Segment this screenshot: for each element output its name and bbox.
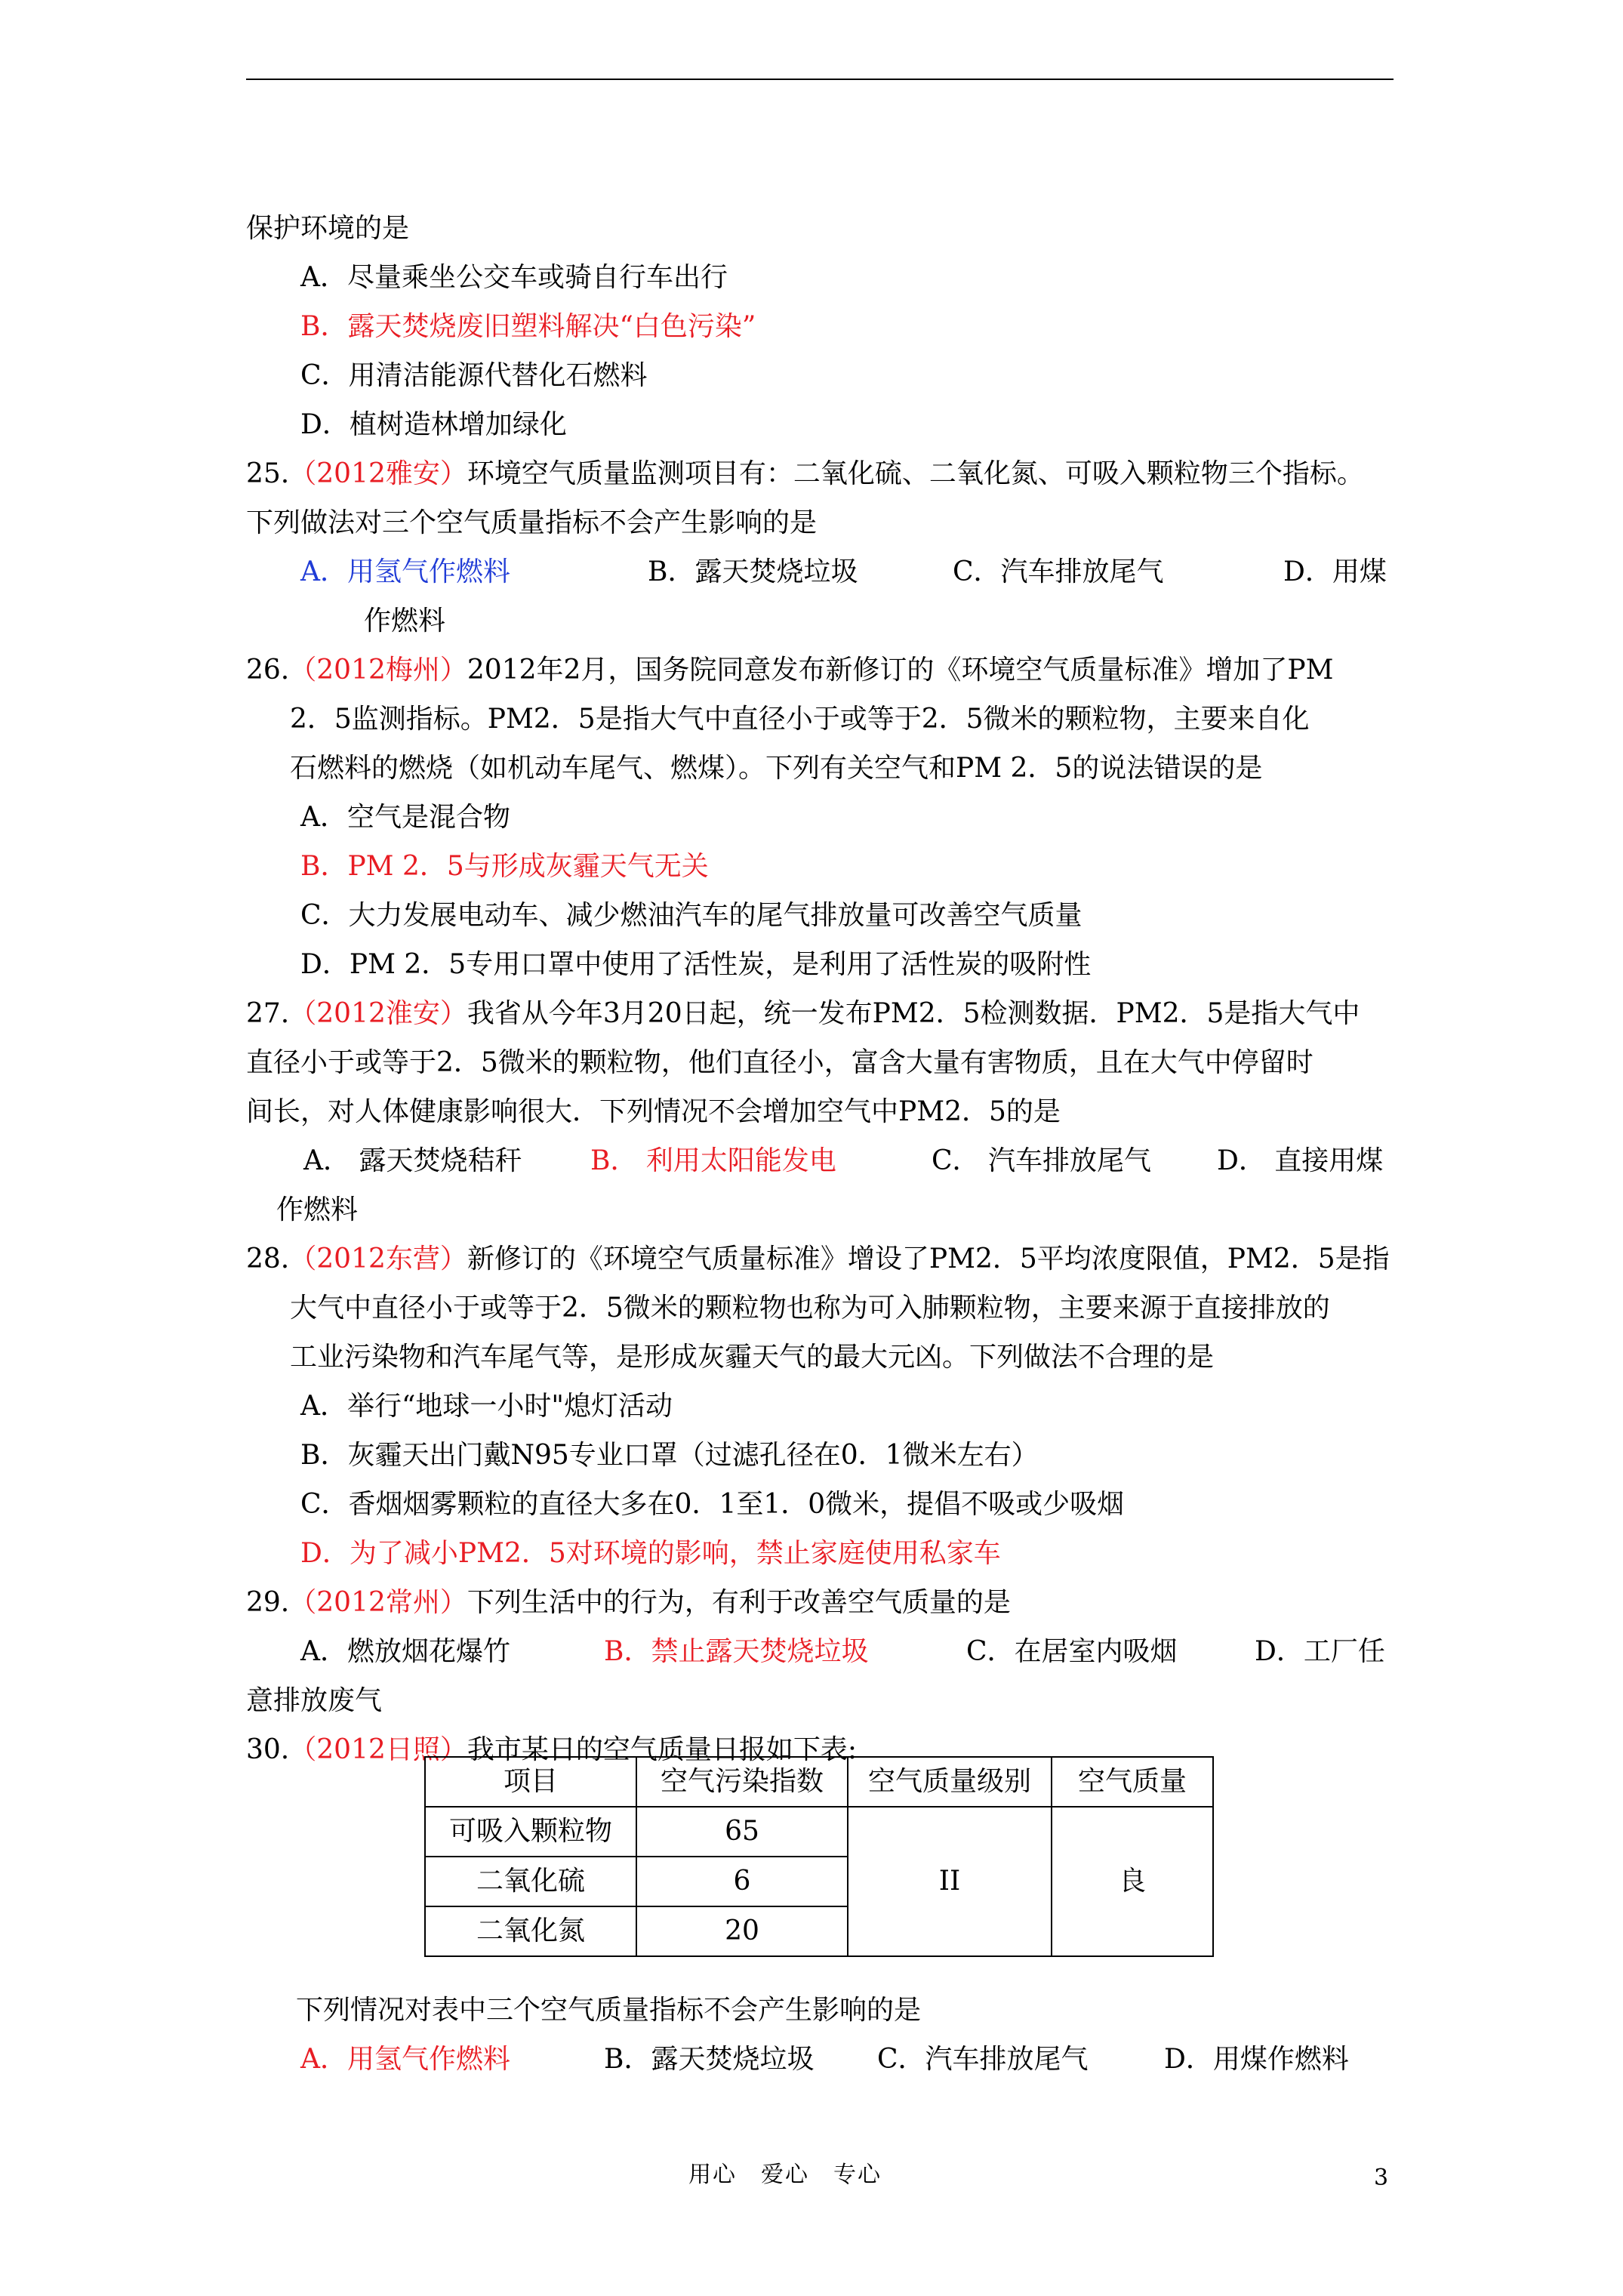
option-d-continued: 作燃料: [276, 1194, 359, 1225]
question-number: 28.: [246, 1244, 290, 1274]
question-text: 2．5监测指标。PM2．5是指大气中直径小于或等于2．5微米的颗粒物，主要来自化: [290, 704, 1310, 735]
table-header-row: [425, 1757, 1213, 1807]
option-c: C．香烟烟雾颗粒的直径大多在0．1至1．0微米，提倡不吸或少吸烟: [300, 1489, 1125, 1520]
option-b-answer: B．禁止露天焚烧垃圾: [604, 1636, 869, 1667]
quality-grade: 良: [1052, 1807, 1213, 1956]
question-number: 29.: [246, 1587, 290, 1618]
option-c: C．汽车排放尾气: [953, 556, 1164, 587]
question-text: 我市某日的空气质量日报如下表:: [467, 1734, 858, 1765]
option-c: C．在居室内吸烟: [966, 1636, 1178, 1667]
question-source: （2012淮安）: [289, 998, 467, 1029]
option-a-answer: A．用氢气作燃料: [300, 556, 510, 587]
option-d: D．用煤: [1283, 556, 1387, 587]
question-text: 下列情况对表中三个空气质量指标不会产生影响的是: [296, 1995, 922, 2026]
question-text: 下列做法对三个空气质量指标不会产生影响的是: [246, 507, 818, 538]
question-text: 新修订的《环境空气质量标准》增设了PM2．5平均浓度限值，PM2．5是指: [467, 1244, 1390, 1274]
column-header: 项目: [425, 1757, 636, 1807]
question-text: 保护环境的是: [246, 213, 410, 244]
question-28: [246, 1246, 1390, 1273]
pollutant-name: 可吸入颗粒物: [425, 1807, 636, 1857]
question-25: [246, 458, 1364, 489]
option-a: A．举行“地球一小时"熄灯活动: [300, 1391, 673, 1422]
question-27: [246, 1000, 1360, 1028]
question-29: [246, 1589, 1011, 1616]
option-b-answer: B．PM 2．5与形成灰霾天气无关: [300, 851, 709, 882]
option-c: C．大力发展电动车、减少燃油汽车的尾气排放量可改善空气质量: [300, 900, 1083, 931]
option-b: B．露天焚烧垃圾: [604, 2044, 815, 2075]
question-source: （2012梅州）: [289, 655, 467, 686]
option-c: C．用清洁能源代替化石燃料: [300, 360, 648, 391]
option-d: D．工厂任: [1255, 1636, 1385, 1667]
quality-level: II: [848, 1807, 1052, 1956]
option-d-answer: D．为了减小PM2．5对环境的影响，禁止家庭使用私家车: [300, 1538, 1001, 1569]
question-text: 间长，对人体健康影响很大．下列情况不会增加空气中PM2．5的是: [246, 1096, 1061, 1127]
question-26: [246, 657, 1334, 684]
question-text: 直径小于或等于2．5微米的颗粒物，他们直径小，富含大量有害物质，且在大气中停留时: [246, 1047, 1313, 1078]
question-number: 26.: [246, 655, 290, 686]
question-source: （2012日照）: [289, 1734, 467, 1765]
option-d: D．PM 2．5专用口罩中使用了活性炭，是利用了活性炭的吸附性: [300, 949, 1092, 980]
question-text: 2012年2月，国务院同意发布新修订的《环境空气质量标准》增加了PM: [467, 655, 1334, 686]
option-b: B．露天焚烧垃圾: [648, 556, 858, 587]
option-a: A． 露天焚烧秸秆: [303, 1145, 522, 1176]
question-source: （2012常州）: [289, 1587, 467, 1618]
pollutant-name: 二氧化氮: [425, 1906, 636, 1956]
option-d: D．植树造林增加绿化: [300, 409, 567, 440]
question-source: （2012雅安）: [289, 458, 467, 489]
option-d: D．用煤作燃料: [1164, 2044, 1349, 2075]
question-number: 27.: [246, 998, 290, 1029]
option-b-answer: B． 利用太阳能发电: [590, 1145, 836, 1176]
option-d-continued: 作燃料: [364, 606, 446, 636]
option-a: A．尽量乘坐公交车或骑自行车出行: [300, 262, 728, 293]
column-header: 空气质量: [1052, 1757, 1213, 1807]
air-quality-table: [424, 1756, 1214, 1957]
option-d: D． 直接用煤: [1217, 1145, 1384, 1176]
option-a: A．燃放烟花爆竹: [300, 1636, 510, 1667]
question-text: 石燃料的燃烧（如机动车尾气、燃煤）。下列有关空气和PM 2．5的说法错误的是: [290, 753, 1263, 784]
question-text: 大气中直径小于或等于2．5微米的颗粒物也称为可入肺颗粒物，主要来源于直接排放的: [290, 1293, 1330, 1324]
question-text: 我省从今年3月20日起，统一发布PM2．5检测数据．PM2．5是指大气中: [467, 998, 1360, 1029]
option-b-answer: B．露天焚烧废旧塑料解决“白色污染”: [300, 311, 756, 342]
option-b: B．灰霾天出门戴N95专业口罩（过滤孔径在0．1微米左右）: [300, 1440, 1039, 1471]
option-c: C．汽车排放尾气: [877, 2044, 1089, 2075]
pollution-index: 65: [636, 1807, 848, 1857]
question-text: 环境空气质量监测项目有：二氧化硫、二氧化氮、可吸入颗粒物三个指标。: [467, 458, 1364, 489]
question-text: 工业污染物和汽车尾气等，是形成灰霾天气的最大元凶。下列做法不合理的是: [290, 1342, 1215, 1373]
column-header: 空气质量级别: [848, 1757, 1052, 1807]
pollution-index: 20: [636, 1906, 848, 1956]
option-d-continued: 意排放废气: [246, 1685, 383, 1716]
header-rule: [246, 79, 1394, 80]
table-row: [425, 1807, 1213, 1857]
question-number: 30.: [246, 1734, 290, 1765]
option-c: C． 汽车排放尾气: [932, 1145, 1151, 1176]
question-text: 下列生活中的行为，有利于改善空气质量的是: [467, 1587, 1011, 1618]
option-a-answer: A．用氢气作燃料: [300, 2044, 510, 2075]
page-number: 3: [1374, 2165, 1389, 2191]
question-source: （2012东营）: [289, 1244, 467, 1274]
column-header: 空气污染指数: [636, 1757, 848, 1807]
pollutant-name: 二氧化硫: [425, 1857, 636, 1906]
footer-motto: 用心 爱心 专心: [688, 2162, 882, 2188]
pollution-index: 6: [636, 1857, 848, 1906]
option-a: A．空气是混合物: [300, 802, 510, 833]
question-number: 25.: [246, 458, 290, 489]
